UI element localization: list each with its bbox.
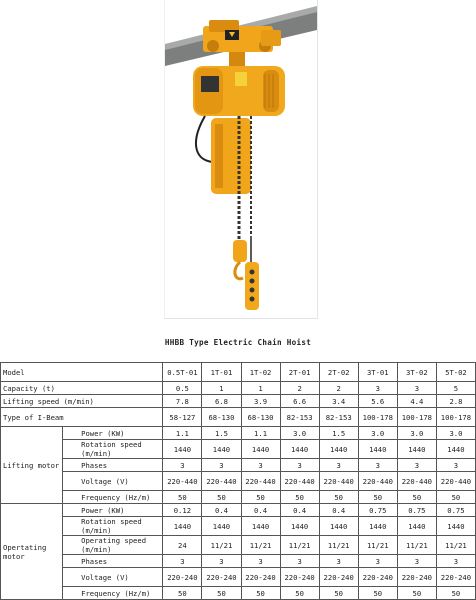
value-cell: 220-240 — [202, 568, 241, 587]
row-label: Capacity (t) — [1, 382, 163, 395]
value-cell: 2 — [319, 382, 358, 395]
value-cell: 1440 — [241, 517, 280, 536]
value-cell: 0.75 — [397, 504, 436, 517]
value-cell: 82-153 — [280, 408, 319, 427]
value-cell: 68-130 — [202, 408, 241, 427]
value-cell: 3 — [319, 459, 358, 472]
table-header-row — [1, 363, 476, 382]
value-cell: 0.4 — [241, 504, 280, 517]
value-cell: 3 — [202, 459, 241, 472]
value-cell: 2.8 — [436, 395, 475, 408]
value-cell: 50 — [163, 491, 202, 504]
value-cell: 3.0 — [397, 427, 436, 440]
spec-row — [1, 568, 476, 587]
row-label: Phases — [63, 459, 163, 472]
value-cell: 50 — [358, 587, 397, 600]
value-cell: 50 — [202, 491, 241, 504]
value-cell: 1440 — [319, 440, 358, 459]
value-cell: 11/21 — [319, 536, 358, 555]
value-cell: 220-240 — [280, 568, 319, 587]
value-cell: 82-153 — [319, 408, 358, 427]
spec-row — [1, 459, 476, 472]
value-cell: 3.0 — [436, 427, 475, 440]
value-cell: 1440 — [358, 440, 397, 459]
value-cell: 3 — [358, 459, 397, 472]
row-label: Rotation speed (m/min) — [63, 517, 163, 536]
value-cell: 220-440 — [202, 472, 241, 491]
value-cell: 220-440 — [319, 472, 358, 491]
value-cell: 220-240 — [241, 568, 280, 587]
value-cell: 1440 — [397, 517, 436, 536]
spec-row — [1, 517, 476, 536]
spec-row — [1, 408, 476, 427]
value-cell: 3.0 — [358, 427, 397, 440]
model-cell: 1T-02 — [241, 363, 280, 382]
spec-row — [1, 555, 476, 568]
value-cell: 3 — [241, 459, 280, 472]
value-cell: 50 — [358, 491, 397, 504]
table-heading: HHBB Type Electric Chain Hoist — [164, 338, 312, 347]
value-cell: 7.8 — [163, 395, 202, 408]
value-cell: 100-178 — [397, 408, 436, 427]
value-cell: 11/21 — [358, 536, 397, 555]
value-cell: 1440 — [358, 517, 397, 536]
value-cell: 3 — [163, 555, 202, 568]
value-cell: 3 — [397, 459, 436, 472]
value-cell: 11/21 — [436, 536, 475, 555]
value-cell: 1440 — [436, 517, 475, 536]
value-cell: 1.5 — [202, 427, 241, 440]
row-label: Voltage (V) — [63, 472, 163, 491]
value-cell: 3 — [163, 459, 202, 472]
row-label: Frequency (Hz/m) — [63, 587, 163, 600]
value-cell: 24 — [163, 536, 202, 555]
spec-row — [1, 427, 476, 440]
value-cell: 50 — [280, 491, 319, 504]
value-cell: 3 — [241, 555, 280, 568]
value-cell: 220-240 — [397, 568, 436, 587]
value-cell: 3.9 — [241, 395, 280, 408]
value-cell: 0.4 — [202, 504, 241, 517]
value-cell: 68-130 — [241, 408, 280, 427]
value-cell: 220-440 — [397, 472, 436, 491]
spec-row — [1, 382, 476, 395]
model-cell: 2T-02 — [319, 363, 358, 382]
value-cell: 50 — [280, 587, 319, 600]
value-cell: 50 — [202, 587, 241, 600]
value-cell: 11/21 — [202, 536, 241, 555]
value-cell: 2 — [280, 382, 319, 395]
row-label: Operating speed (m/min) — [63, 536, 163, 555]
value-cell: 0.5 — [163, 382, 202, 395]
value-cell: 50 — [241, 491, 280, 504]
group-label: Opertating motor — [1, 504, 63, 600]
value-cell: 50 — [436, 587, 475, 600]
spec-row — [1, 395, 476, 408]
value-cell: 0.75 — [358, 504, 397, 517]
value-cell: 220-440 — [163, 472, 202, 491]
value-cell: 3 — [436, 459, 475, 472]
value-cell: 1440 — [319, 517, 358, 536]
value-cell: 3 — [358, 382, 397, 395]
value-cell: 220-440 — [241, 472, 280, 491]
spec-row — [1, 587, 476, 600]
value-cell: 58-127 — [163, 408, 202, 427]
spec-row — [1, 472, 476, 491]
value-cell: 100-178 — [358, 408, 397, 427]
value-cell: 11/21 — [397, 536, 436, 555]
model-cell: 2T-01 — [280, 363, 319, 382]
row-label: Frequency (Hz/m) — [63, 491, 163, 504]
value-cell: 11/21 — [241, 536, 280, 555]
value-cell: 1 — [241, 382, 280, 395]
value-cell: 220-240 — [358, 568, 397, 587]
value-cell: 1440 — [397, 440, 436, 459]
model-cell: 5T-02 — [436, 363, 475, 382]
value-cell: 3 — [202, 555, 241, 568]
value-cell: 50 — [436, 491, 475, 504]
value-cell: 1440 — [280, 440, 319, 459]
value-cell: 220-240 — [163, 568, 202, 587]
value-cell: 220-240 — [319, 568, 358, 587]
value-cell: 1440 — [202, 440, 241, 459]
row-label: Power (KW) — [63, 504, 163, 517]
value-cell: 5.6 — [358, 395, 397, 408]
header-label: Model — [1, 363, 163, 382]
value-cell: 0.75 — [436, 504, 475, 517]
value-cell: 3 — [358, 555, 397, 568]
group-label: Lifting motor — [1, 427, 63, 504]
value-cell: 220-240 — [436, 568, 475, 587]
value-cell: 50 — [319, 587, 358, 600]
value-cell: 3.0 — [280, 427, 319, 440]
value-cell: 6.6 — [280, 395, 319, 408]
value-cell: 220-440 — [358, 472, 397, 491]
value-cell: 3.4 — [319, 395, 358, 408]
value-cell: 1.5 — [319, 427, 358, 440]
value-cell: 0.12 — [163, 504, 202, 517]
spec-row — [1, 491, 476, 504]
value-cell: 50 — [319, 491, 358, 504]
model-cell: 0.5T-01 — [163, 363, 202, 382]
value-cell: 4.4 — [397, 395, 436, 408]
value-cell: 50 — [163, 587, 202, 600]
value-cell: 6.8 — [202, 395, 241, 408]
value-cell: 50 — [397, 587, 436, 600]
value-cell: 1440 — [241, 440, 280, 459]
row-label: Phases — [63, 555, 163, 568]
value-cell: 3 — [280, 555, 319, 568]
value-cell: 220-440 — [280, 472, 319, 491]
value-cell: 220-440 — [436, 472, 475, 491]
row-label: Lifting speed (m/min) — [1, 395, 163, 408]
value-cell: 100-178 — [436, 408, 475, 427]
spec-row — [1, 440, 476, 459]
spec-table-body — [1, 363, 476, 600]
value-cell: 3 — [280, 459, 319, 472]
value-cell: 1440 — [163, 517, 202, 536]
model-cell: 3T-02 — [397, 363, 436, 382]
value-cell: 1440 — [202, 517, 241, 536]
value-cell: 1440 — [436, 440, 475, 459]
row-label: Voltage (V) — [63, 568, 163, 587]
value-cell: 1440 — [163, 440, 202, 459]
value-cell: 1.1 — [241, 427, 280, 440]
value-cell: 1440 — [280, 517, 319, 536]
spec-row — [1, 504, 476, 517]
model-cell: 3T-01 — [358, 363, 397, 382]
value-cell: 1 — [202, 382, 241, 395]
value-cell: 11/21 — [280, 536, 319, 555]
row-label: Rotation speed (m/min) — [63, 440, 163, 459]
row-label: Type of I-Beam — [1, 408, 163, 427]
value-cell: 0.4 — [280, 504, 319, 517]
value-cell: 3 — [436, 555, 475, 568]
electric-chain-hoist-image — [165, 0, 317, 318]
value-cell: 5 — [436, 382, 475, 395]
value-cell: 3 — [319, 555, 358, 568]
value-cell: 1.1 — [163, 427, 202, 440]
value-cell: 3 — [397, 555, 436, 568]
spec-row — [1, 536, 476, 555]
model-cell: 1T-01 — [202, 363, 241, 382]
value-cell: 3 — [397, 382, 436, 395]
row-label: Power (KW) — [63, 427, 163, 440]
value-cell: 0.4 — [319, 504, 358, 517]
product-photo — [164, 0, 318, 319]
value-cell: 50 — [397, 491, 436, 504]
spec-table — [0, 362, 476, 600]
value-cell: 50 — [241, 587, 280, 600]
